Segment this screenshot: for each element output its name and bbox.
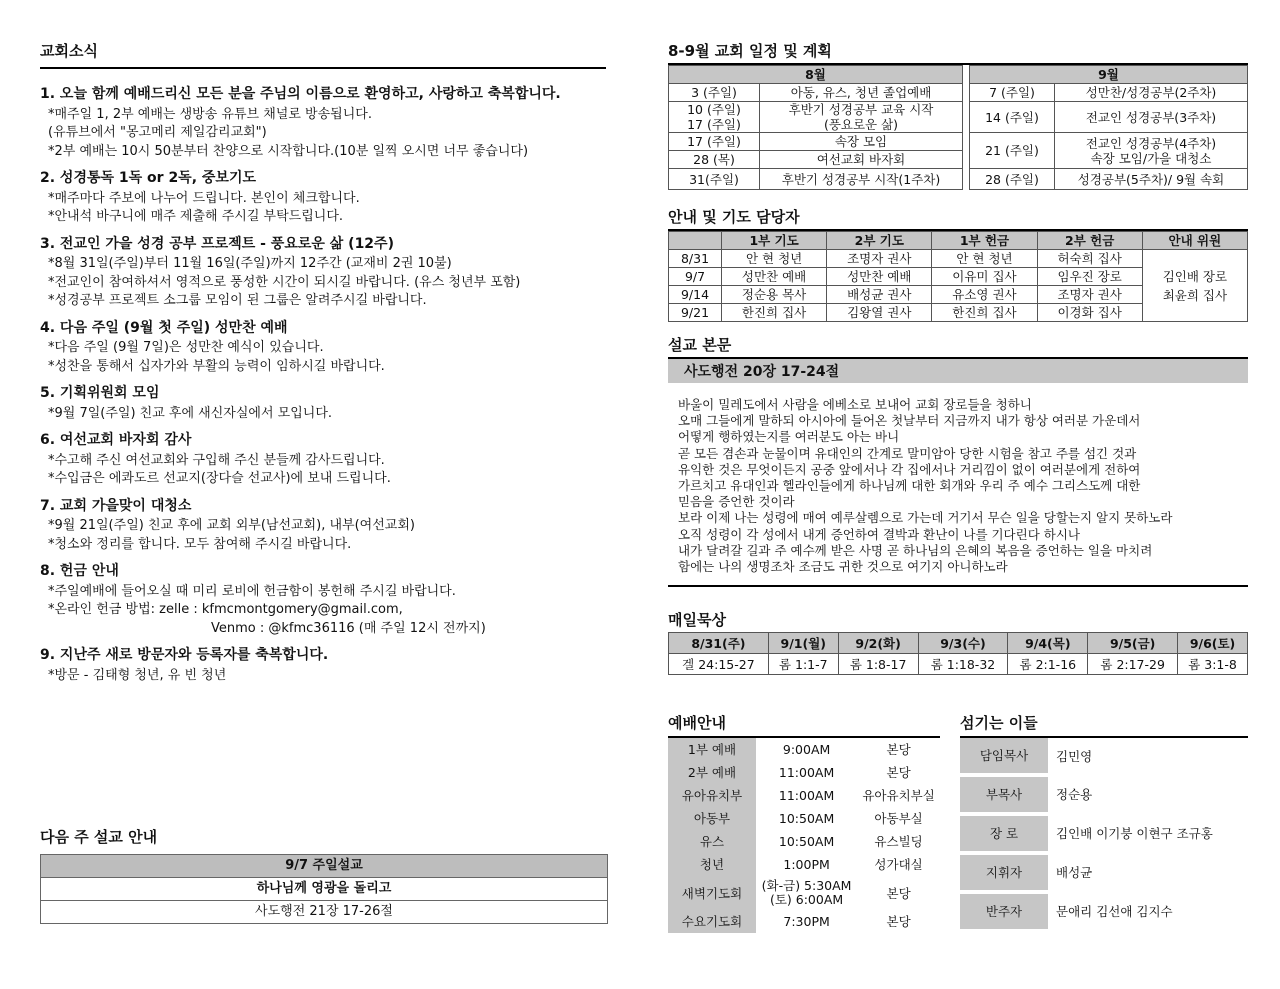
schedule-aug-date: 28 (목) (669, 151, 760, 169)
duty-cell: 이유미 집사 (932, 268, 1037, 286)
duty-cell: 안 현 청년 (932, 250, 1037, 268)
schedule-title: 8-9월 교회 일정 및 계획 (668, 40, 1248, 65)
next-sermon-scripture: 사도행전 21장 17-26절 (255, 904, 393, 919)
devotion-day: 9/2(화) (838, 633, 918, 654)
devotion-table (668, 632, 1248, 675)
sermon-line: 보라 이제 나는 성령에 매여 예루살렘으로 가는데 거기서 무슨 일을 당할는지 알지 못하노라 (678, 510, 1173, 526)
worship-row (668, 738, 940, 761)
devotion-reading: 롬 2:1-16 (1008, 654, 1088, 675)
worship-time: 1:00PM (783, 856, 830, 872)
sermon-line: 함에는 나의 생명조차 조금도 귀한 것으로 여기지 아니하노라 (678, 559, 1008, 575)
news-title: 교회소식 (40, 40, 606, 69)
news-line: *매주일 1, 2부 예배는 생방송 유튜브 채널로 방송됩니다. (48, 106, 372, 122)
news-heading: 5. 기획위원회 모임 (40, 385, 160, 401)
worship-name: 수요기도회 (668, 910, 756, 933)
news-line: *수고해 주신 여선교회와 구입해 주신 분들께 감사드립니다. (48, 452, 385, 468)
news-line: *온라인 헌금 방법: zelle : kfmcmontgomery@gmail.com, (48, 602, 403, 617)
news-line: (유튜브에서 "몽고메리 제일감리교회") (48, 125, 267, 140)
duty-cell: 성만찬 예배 (827, 268, 932, 286)
worship-place: 본당 (886, 885, 911, 901)
duty-date: 9/14 (669, 286, 722, 304)
news-line: *8월 31일(주일)부터 11월 16일(주일)까지 12주간 (교재비 2권 10불) (48, 256, 452, 271)
schedule-aug-header: 8월 (669, 66, 963, 84)
right-column (668, 40, 1248, 929)
devotion-day: 9/6(토) (1178, 633, 1248, 654)
news-heading: 8. 헌금 안내 (40, 563, 119, 579)
schedule-sep-date: 14 (주일) (970, 102, 1055, 133)
duty-cell: 허숙희 집사 (1037, 250, 1142, 268)
servants-names: 정순용 (1056, 787, 1093, 802)
worship-name: 유스 (668, 830, 756, 853)
duty-header: 안내 위원 (1142, 232, 1247, 250)
worship-place: 아동부실 (874, 811, 923, 826)
devotion-day: 9/1(월) (768, 633, 838, 654)
duty-header: 2부 헌금 (1037, 232, 1142, 250)
news-heading: 9. 지난주 새로 방문자와 등록자를 축복합니다. (40, 647, 329, 663)
worship-time: (화-금) 5:30AM (토) 6:00AM (761, 878, 852, 907)
servants-table (960, 738, 1248, 933)
sermon-line: 오매 그들에게 말하되 아시아에 들어온 첫날부터 지금까지 내가 항상 여러분 가운데서 (678, 413, 1141, 429)
news-item (40, 169, 606, 227)
worship-name: 2부 예배 (668, 761, 756, 784)
schedule-sep-event: 전교인 성경공부(3주차) (1055, 102, 1248, 133)
schedule-table (668, 65, 1248, 190)
worship-row (668, 807, 940, 830)
worship-name: 청년 (668, 853, 756, 876)
worship-time: 11:00AM (778, 787, 835, 803)
worship-place: 유스빌딩 (874, 834, 923, 849)
news-heading: 7. 교회 가을맞이 대청소 (40, 497, 192, 514)
news-heading: 3. 전교인 가을 성경 공부 프로젝트 - 풍요로운 삶 (12주) (40, 235, 394, 252)
sermon-line: 내가 달려갈 길과 주 예수께 받은 사명 곧 하나님의 은혜의 복음을 증언하는 일을 마치려 (678, 542, 1153, 558)
duty-header: 1부 헌금 (932, 232, 1037, 250)
servants-names: 문애리 김선애 김지수 (1056, 904, 1173, 919)
duty-cell: 조명자 권사 (827, 250, 932, 268)
schedule-aug-date: 3 (주일) (669, 84, 760, 102)
sermon-text (668, 383, 1248, 587)
news-item (40, 384, 606, 423)
devotion-title: 매일묵상 (668, 611, 726, 630)
sermon-reference: 사도행전 20장 17-24절 (668, 357, 1248, 383)
news-item (40, 319, 606, 377)
schedule-aug-event: 속장 모임 (760, 133, 963, 151)
servants-role: 장 로 (960, 814, 1048, 853)
sermon-line: 유익한 것은 무엇이든지 공중 앞에서나 각 집에서나 거리낌이 없이 여러분에게 전하여 (678, 461, 1141, 477)
devotion-reading: 롬 1:18-32 (918, 654, 1008, 675)
schedule-sep-event: 전교인 성경공부(4주차) 속장 모임/가을 대청소 (1055, 133, 1248, 169)
schedule-aug-event: 아동, 유스, 청년 졸업예배 (760, 84, 963, 102)
worship-place: 본당 (886, 765, 911, 780)
devotion-day: 9/5(금) (1088, 633, 1178, 654)
news-line: *성찬을 통해서 십자가와 부활의 능력이 임하시길 바랍니다. (48, 358, 385, 374)
worship-place: 본당 (886, 914, 911, 929)
servants-section (960, 712, 1248, 933)
news-line: *전교인이 참여하셔서 영적으로 풍성한 시간이 되시길 바랍니다. (유스 청년부 포함) (48, 274, 521, 290)
servants-row (960, 853, 1248, 892)
duty-cell: 유소영 권사 (932, 286, 1037, 304)
schedule-sep-header: 9월 (970, 66, 1248, 84)
next-sermon-title: 다음 주 설교 안내 (40, 828, 158, 846)
duty-cell: 배성균 권사 (827, 286, 932, 304)
worship-row (668, 876, 940, 910)
news-item (40, 85, 606, 161)
worship-time: 11:00AM (778, 764, 835, 780)
devotion-reading: 롬 1:1-7 (768, 654, 838, 675)
worship-row (668, 784, 940, 807)
news-line: *9월 7일(주일) 친교 후에 새신자실에서 모입니다. (48, 405, 333, 421)
duty-cell: 한진희 집사 (722, 304, 827, 322)
servants-row (960, 892, 1248, 931)
sermon-line: 곧 모든 겸손과 눈물이며 유대인의 간계로 말미암아 당한 시험을 참고 주를 섬긴 것과 (678, 445, 1137, 461)
worship-title: 예배안내 (668, 712, 940, 738)
worship-table (668, 738, 940, 933)
news-line: *방문 - 김태형 청년, 유 빈 청년 (48, 667, 227, 683)
devotion-day: 9/4(목) (1008, 633, 1088, 654)
worship-name: 유아유치부 (668, 784, 756, 807)
news-line: *2부 예배는 10시 50분부터 찬양으로 시작합니다.(10분 일찍 오시면 너무 좋습니다) (48, 143, 529, 159)
schedule-sep-event: 성경공부(5주차)/ 9월 속회 (1055, 169, 1248, 190)
worship-row (668, 830, 940, 853)
servants-names: 배성균 (1056, 865, 1093, 880)
next-sermon-box (40, 854, 608, 924)
servants-role: 부목사 (960, 775, 1048, 814)
devotion-day: 9/3(수) (918, 633, 1008, 654)
news-line: Venmo : @kfmc36116 (매 주일 12시 전까지) (211, 620, 486, 636)
duty-title: 안내 및 기도 담당자 (668, 206, 1248, 231)
worship-time: 10:50AM (778, 833, 835, 849)
devotion-reading: 롬 2:17-29 (1088, 654, 1178, 675)
schedule-aug-event: 여선교회 바자회 (760, 151, 963, 169)
worship-row (668, 853, 940, 876)
duty-header: 2부 기도 (827, 232, 932, 250)
news-line: *주일예배에 들어오실 때 미리 로비에 헌금함이 봉헌해 주시길 바랍니다. (48, 583, 456, 599)
news-line: *청소와 정리를 합니다. 모두 참여해 주시길 바랍니다. (48, 536, 352, 552)
sermon-line: 바울이 밀레도에서 사람을 에베소로 보내어 교회 장로들을 청하니 (678, 397, 1032, 412)
devotion-reading: 롬 1:8-17 (838, 654, 918, 675)
duty-cell: 김왕열 권사 (827, 304, 932, 322)
duty-cell: 이경화 집사 (1037, 304, 1142, 322)
worship-section (668, 712, 940, 933)
news-line: *다음 주일 (9월 7일)은 성만찬 예식이 있습니다. (48, 340, 324, 355)
worship-name: 아동부 (668, 807, 756, 830)
schedule-sep-date: 28 (주일) (970, 169, 1055, 190)
news-item (40, 497, 606, 555)
servants-role: 담임목사 (960, 738, 1048, 775)
duty-date: 9/7 (669, 268, 722, 286)
sermon-title: 설교 본문 (668, 336, 732, 354)
schedule-aug-event: 후반기 성경공부 교육 시작 (풍요로운 삶) (760, 102, 963, 133)
news-heading: 6. 여선교회 바자회 감사 (40, 432, 192, 448)
duty-date: 9/21 (669, 304, 722, 322)
news-item (40, 562, 606, 638)
servants-row (960, 775, 1248, 814)
news-list (40, 85, 606, 685)
schedule-sep-date: 7 (주일) (970, 84, 1055, 102)
duty-header (669, 232, 722, 250)
devotion-day: 8/31(주) (669, 633, 769, 654)
news-item (40, 431, 606, 489)
servants-title: 섬기는 이들 (960, 712, 1248, 738)
worship-time: 9:00AM (782, 741, 831, 757)
duty-table (668, 231, 1248, 322)
devotion-reading: 롬 3:1-8 (1178, 654, 1248, 675)
servants-role: 반주자 (960, 892, 1048, 931)
schedule-aug-date: 17 (주일) (669, 133, 760, 151)
worship-name: 새벽기도회 (668, 876, 756, 910)
schedule-sep-event: 성만찬/성경공부(2주차) (1055, 84, 1248, 102)
worship-time: 10:50AM (778, 810, 835, 826)
news-item (40, 235, 606, 311)
servants-names: 김인배 이기붕 이현구 조규홍 (1056, 826, 1213, 841)
servants-row (960, 814, 1248, 853)
schedule-aug-event: 후반기 성경공부 시작(1주차) (760, 169, 963, 190)
schedule-sep-date: 21 (주일) (970, 133, 1055, 169)
worship-row (668, 910, 940, 933)
duty-cell: 성만찬 예배 (722, 268, 827, 286)
sermon-line: 오직 성령이 각 성에서 내게 증언하여 결박과 환난이 나를 기다린다 하시나 (678, 526, 1080, 542)
duty-cell: 임우진 장로 (1037, 268, 1142, 286)
worship-time: 7:30PM (783, 913, 830, 929)
sermon-line: 어떻게 행하였는지를 여러분도 아는 바니 (678, 429, 900, 445)
schedule-gap (963, 66, 970, 84)
news-item (40, 646, 606, 685)
duty-guide: 김인배 장로 최윤희 집사 (1142, 250, 1247, 322)
sermon-line: 믿음을 증언한 것이라 (678, 494, 795, 510)
duty-cell: 조명자 권사 (1037, 286, 1142, 304)
news-heading: 2. 성경통독 1독 or 2독, 중보기도 (40, 170, 256, 186)
schedule-aug-date: 31(주일) (669, 169, 760, 190)
worship-name: 1부 예배 (668, 738, 756, 761)
worship-place: 유아유치부실 (862, 788, 935, 803)
news-line: *수입금은 에콰도르 선교지(장다슬 선교사)에 보내 드립니다. (48, 471, 391, 486)
servants-row (960, 738, 1248, 775)
news-line: *9월 21일(주일) 친교 후에 교회 외부(남선교회), 내부(여선교회) (48, 518, 415, 533)
worship-place: 성가대실 (874, 857, 923, 872)
next-sermon-header: 9/7 주일설교 (41, 855, 607, 878)
news-line: *성경공부 프로젝트 소그룹 모임이 된 그룹은 알려주시길 바랍니다. (48, 293, 427, 308)
duty-header: 1부 기도 (722, 232, 827, 250)
duty-cell: 안 현 청년 (722, 250, 827, 268)
servants-names: 김민영 (1056, 749, 1093, 764)
devotion-reading: 겔 24:15-27 (669, 654, 769, 675)
news-line: *안내석 바구니에 매주 제출해 주시길 부탁드립니다. (48, 209, 344, 224)
schedule-aug-date: 10 (주일) 17 (주일) (669, 102, 760, 133)
duty-date: 8/31 (669, 250, 722, 268)
news-line: *매주마다 주보에 나누어 드립니다. 본인이 체크합니다. (48, 190, 360, 206)
worship-row (668, 761, 940, 784)
news-heading: 4. 다음 주일 (9월 첫 주일) 성만찬 예배 (40, 319, 288, 336)
news-heading: 1. 오늘 함께 예배드리신 모든 분을 주님의 이름으로 환영하고, 사랑하고 축복합니다. (40, 86, 561, 102)
duty-cell: 한진희 집사 (932, 304, 1037, 322)
left-column (40, 40, 606, 919)
duty-cell: 정순용 목사 (722, 286, 827, 304)
sermon-line: 가르치고 유대인과 헬라인들에게 하나님께 대한 회개와 우리 주 예수 그리스도께 대한 (678, 478, 1141, 494)
worship-place: 본당 (886, 742, 911, 757)
next-sermon-sermon-title: 하나님께 영광을 돌리고 (41, 878, 607, 901)
servants-role: 지휘자 (960, 853, 1048, 892)
